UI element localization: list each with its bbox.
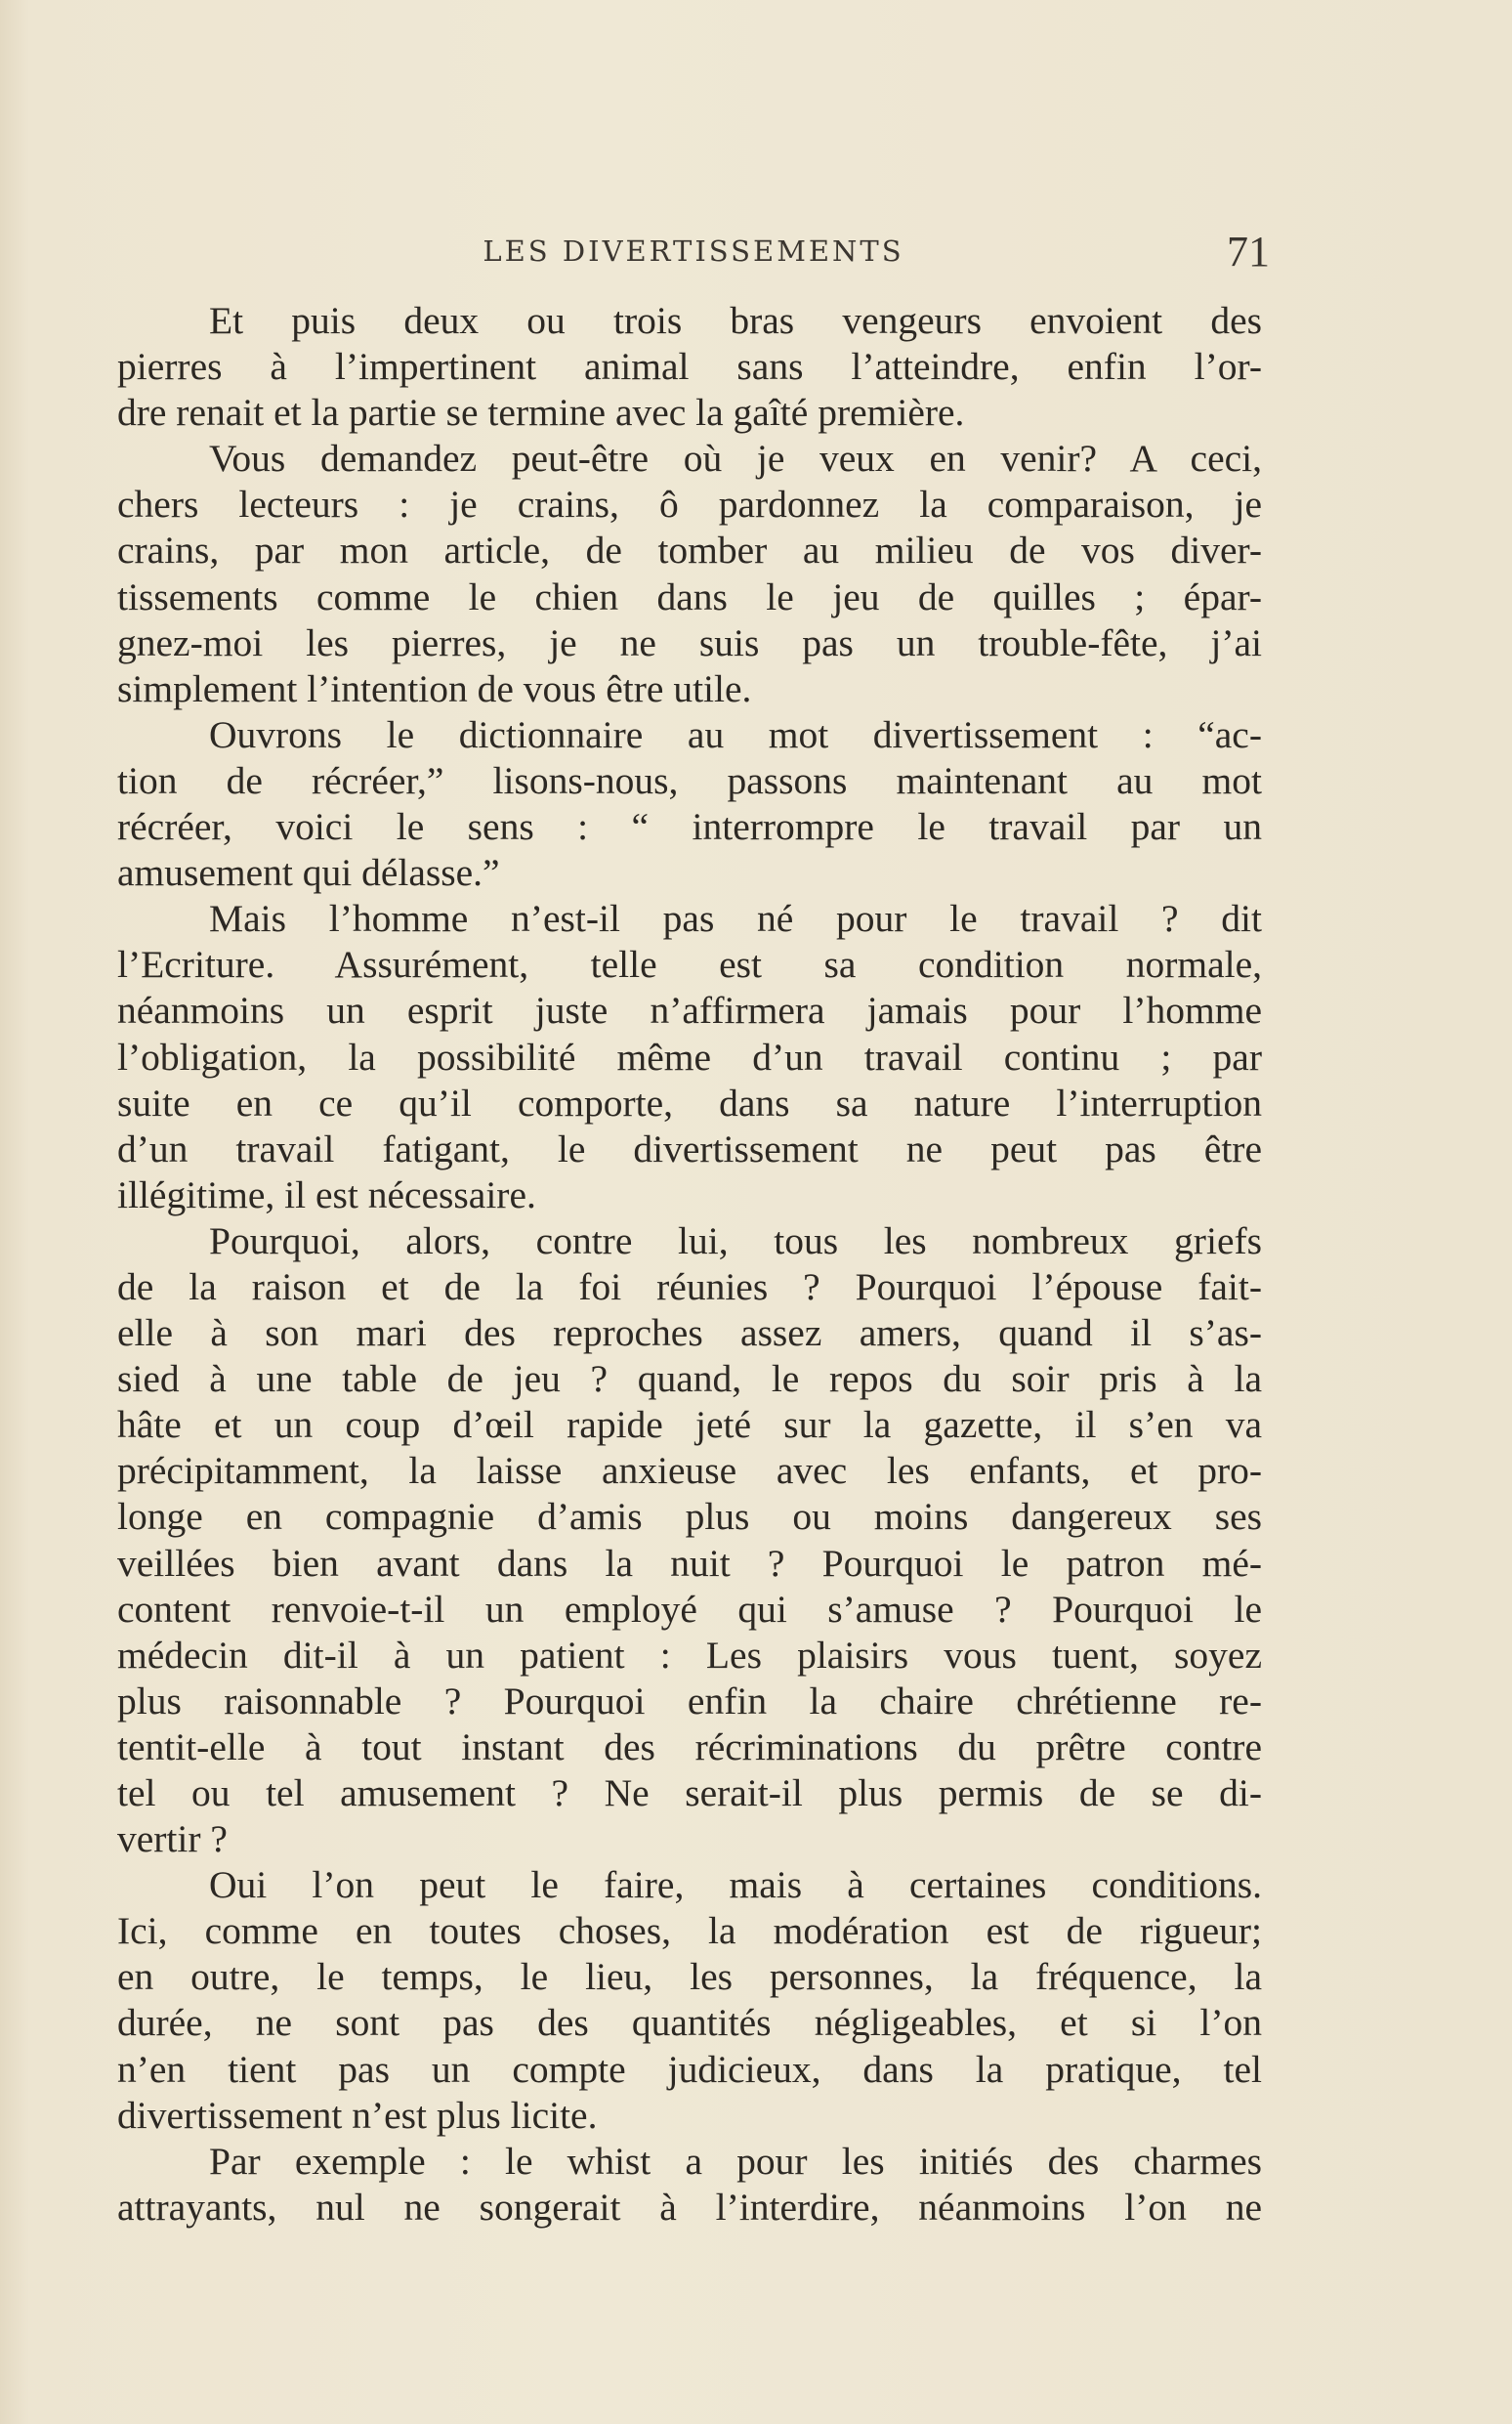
- text-line: tel ou tel amusement ? Ne serait-il plus permis de se di-: [117, 1771, 1262, 1814]
- text-line: crains, par mon article, de tomber au milieu de vos diver-: [117, 529, 1262, 573]
- text-line: sied à une table de jeu ? quand, le repos du soir pris à la: [117, 1357, 1262, 1401]
- page-header: [117, 227, 1270, 285]
- text-line: tentit-elle à tout instant des récriminations du prêtre contre: [117, 1724, 1262, 1768]
- text-line: vertir ?: [117, 1817, 228, 1861]
- text-line: Pourquoi, alors, contre lui, tous les nombreux griefs: [209, 1218, 1262, 1262]
- text-line: récréer, voici le sens : “ interrompre le travail par un: [117, 805, 1262, 849]
- text-line: Ici, comme en toutes choses, la modération est de rigueur;: [117, 1909, 1262, 1953]
- text-line: Oui l’on peut le faire, mais à certaines conditions.: [209, 1863, 1262, 1907]
- text-line: d’un travail fatigant, le divertissement ne peut pas être: [117, 1127, 1262, 1170]
- text-line: amusement qui délasse.”: [117, 851, 500, 895]
- text-line: en outre, le temps, le lieu, les personnes, la fréquence, la: [117, 1955, 1262, 1999]
- text-line: de la raison et de la foi réunies ? Pourquoi l’épouse fait-: [117, 1264, 1262, 1308]
- text-line: l’Ecriture. Assurément, telle est sa condition normale,: [117, 943, 1262, 987]
- text-line: n’en tient pas un compte judicieux, dans la pratique, tel: [117, 2047, 1262, 2091]
- running-head: LES DIVERTISSEMENTS: [483, 234, 904, 268]
- text-line: dre renait et la partie se termine avec la gaîté première.: [117, 391, 965, 435]
- text-line: Et puis deux ou trois bras vengeurs envoient des: [209, 299, 1262, 342]
- text-line: Ouvrons le dictionnaire au mot divertissement : “ac-: [209, 712, 1262, 756]
- text-line: longe en compagnie d’amis plus ou moins dangereux ses: [117, 1495, 1262, 1539]
- text-line: attrayants, nul ne songerait à l’interdire, néanmoins l’on ne: [117, 2185, 1262, 2229]
- page-number: 71: [1227, 228, 1270, 276]
- text-line: divertissement n’est plus licite.: [117, 2093, 598, 2137]
- text-line: Par exemple : le whist a pour les initiés des charmes: [209, 2139, 1262, 2183]
- text-line: gnez-moi les pierres, je ne suis pas un trouble-fête, j’ai: [117, 620, 1262, 664]
- text-line: illégitime, il est nécessaire.: [117, 1172, 536, 1216]
- text-line: tion de récréer,” lisons-nous, passons maintenant au mot: [117, 758, 1262, 802]
- text-line: simplement l’intention de vous être utile.: [117, 666, 752, 710]
- text-line: pierres à l’impertinent animal sans l’atteindre, enfin l’or-: [117, 345, 1262, 389]
- text-line: Mais l’homme n’est-il pas né pour le travail ? dit: [209, 897, 1262, 941]
- text-line: l’obligation, la possibilité même d’un travail continu ; par: [117, 1035, 1262, 1079]
- text-line: content renvoie-t-il un employé qui s’amuse ? Pourquoi le: [117, 1587, 1262, 1631]
- text-line: tissements comme le chien dans le jeu de quilles ; épar-: [117, 574, 1262, 618]
- text-line: veillées bien avant dans la nuit ? Pourquoi le patron mé-: [117, 1541, 1262, 1585]
- text-line: Vous demandez peut-être où je veux en venir? A ceci,: [209, 437, 1262, 481]
- text-line: plus raisonnable ? Pourquoi enfin la chaire chrétienne re-: [117, 1679, 1262, 1722]
- text-line: précipitamment, la laisse anxieuse avec les enfants, et pro-: [117, 1449, 1262, 1493]
- text-line: médecin dit-il à un patient : Les plaisirs vous tuent, soyez: [117, 1633, 1262, 1677]
- text-line: durée, ne sont pas des quantités négligeables, et si l’on: [117, 2001, 1262, 2045]
- text-line: néanmoins un esprit juste n’affirmera jamais pour l’homme: [117, 989, 1262, 1033]
- text-line: suite en ce qu’il comporte, dans sa nature l’interruption: [117, 1081, 1262, 1125]
- text-line: chers lecteurs : je crains, ô pardonnez la comparaison, je: [117, 483, 1262, 527]
- body-text: [117, 298, 1262, 2231]
- text-line: elle à son mari des reproches assez amers, quand il s’as-: [117, 1311, 1262, 1355]
- text-line: hâte et un coup d’œil rapide jeté sur la gazette, il s’en va: [117, 1403, 1262, 1447]
